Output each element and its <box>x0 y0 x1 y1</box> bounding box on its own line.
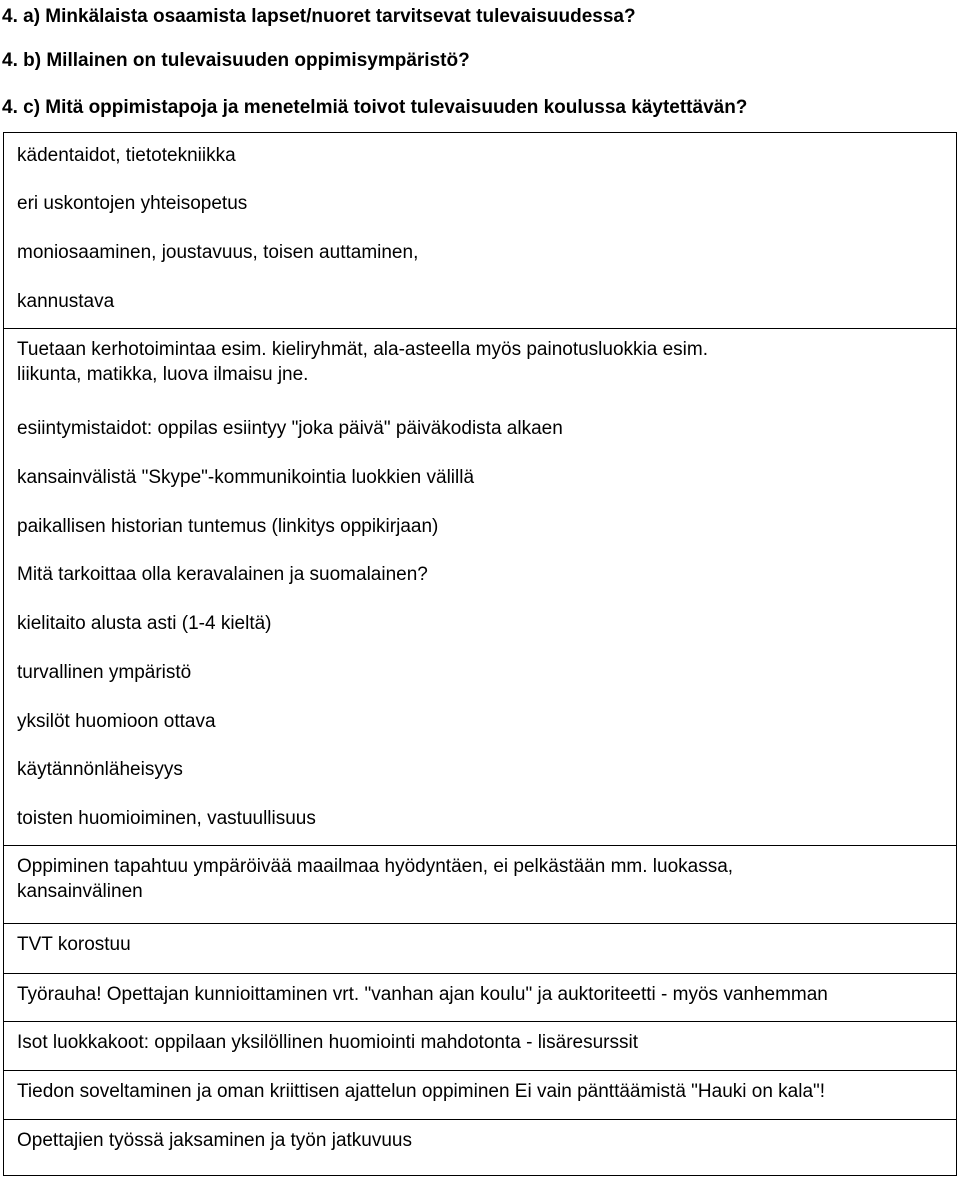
answer-row <box>17 290 947 315</box>
answer-line: yksilöt huomioon ottava <box>17 711 216 732</box>
answer-row <box>17 710 947 735</box>
answer-row <box>17 612 947 637</box>
answer-line: Isot luokkakoot: oppilaan yksilöllinen huomiointi mahdotonta - lisäresurssit <box>17 1032 638 1053</box>
question-4b-heading: 4. b) Millainen on tulevaisuuden oppimisympäristö? <box>2 50 470 71</box>
answer-line: turvallinen ympäristö <box>17 662 192 683</box>
answer-line: Tiedon soveltaminen ja oman kriittisen ajattelun oppiminen Ei vain pänttäämistä "Hauki on kala"! <box>17 1081 826 1102</box>
answer-line: TVT korostuu <box>17 934 131 955</box>
answer-line: Oppiminen tapahtuu ympäröivää maailmaa hyödyntäen, ei pelkästään mm. luokassa, <box>17 856 734 877</box>
row-separator <box>3 1070 957 1071</box>
answer-row <box>17 338 947 387</box>
row-separator <box>3 1119 957 1120</box>
question-4a-heading: 4. a) Minkälaista osaamista lapset/nuoret tarvitsevat tulevaisuudessa? <box>2 6 636 27</box>
answer-row <box>17 933 947 958</box>
question-4c-heading: 4. c) Mitä oppimistapoja ja menetelmiä toivot tulevaisuuden koulussa käytettävän? <box>2 97 748 118</box>
table-top-border <box>3 132 957 133</box>
answer-line: kädentaidot, tietotekniikka <box>17 145 236 166</box>
answer-line: Tuetaan kerhotoimintaa esim. kieliryhmät, ala-asteella myös painotusluokkia esim. <box>17 339 708 360</box>
row-separator <box>3 973 957 974</box>
table-left-border <box>3 132 4 1176</box>
table-bottom-border <box>3 1175 957 1176</box>
answer-row <box>17 1080 947 1105</box>
answer-row <box>17 855 947 904</box>
table-right-border <box>956 132 957 1176</box>
answer-row <box>17 1129 947 1154</box>
answer-line: moniosaaminen, joustavuus, toisen auttaminen, <box>17 242 419 263</box>
answer-line: eri uskontojen yhteisopetus <box>17 193 248 214</box>
answer-row <box>17 144 947 169</box>
answer-line: kansainvälistä "Skype"-kommunikointia luokkien välillä <box>17 467 475 488</box>
row-separator <box>3 1021 957 1022</box>
answer-row <box>17 983 947 1008</box>
answer-row <box>17 417 947 442</box>
answer-line: kansainvälinen <box>17 880 143 902</box>
answer-row <box>17 466 947 491</box>
answer-line: esiintymistaidot: oppilas esiintyy "joka päivä" päiväkodista alkaen <box>17 418 563 439</box>
answer-row <box>17 192 947 217</box>
answer-line: paikallisen historian tuntemus (linkitys oppikirjaan) <box>17 516 439 537</box>
answer-line: Opettajien työssä jaksaminen ja työn jatkuvuus <box>17 1130 412 1151</box>
answer-line: kielitaito alusta asti (1-4 kieltä) <box>17 613 272 634</box>
answer-row <box>17 661 947 686</box>
answer-row <box>17 241 947 266</box>
answer-row <box>17 758 947 783</box>
answer-line: käytännönläheisyys <box>17 759 183 780</box>
answer-row <box>17 563 947 588</box>
answer-line: toisten huomioiminen, vastuullisuus <box>17 808 316 829</box>
answer-row <box>17 1031 947 1056</box>
row-separator <box>3 923 957 924</box>
row-separator <box>3 845 957 846</box>
row-separator <box>3 328 957 329</box>
answer-line: kannustava <box>17 291 115 312</box>
answers-table <box>3 0 957 1181</box>
answer-line: Mitä tarkoittaa olla keravalainen ja suomalainen? <box>17 564 428 585</box>
answer-row <box>17 807 947 832</box>
answer-line: Työrauha! Opettajan kunnioittaminen vrt. "vanhan ajan koulu" ja auktoriteetti - myös vanhemman <box>17 984 828 1005</box>
answer-line: liikunta, matikka, luova ilmaisu jne. <box>17 363 309 385</box>
answer-row <box>17 515 947 540</box>
